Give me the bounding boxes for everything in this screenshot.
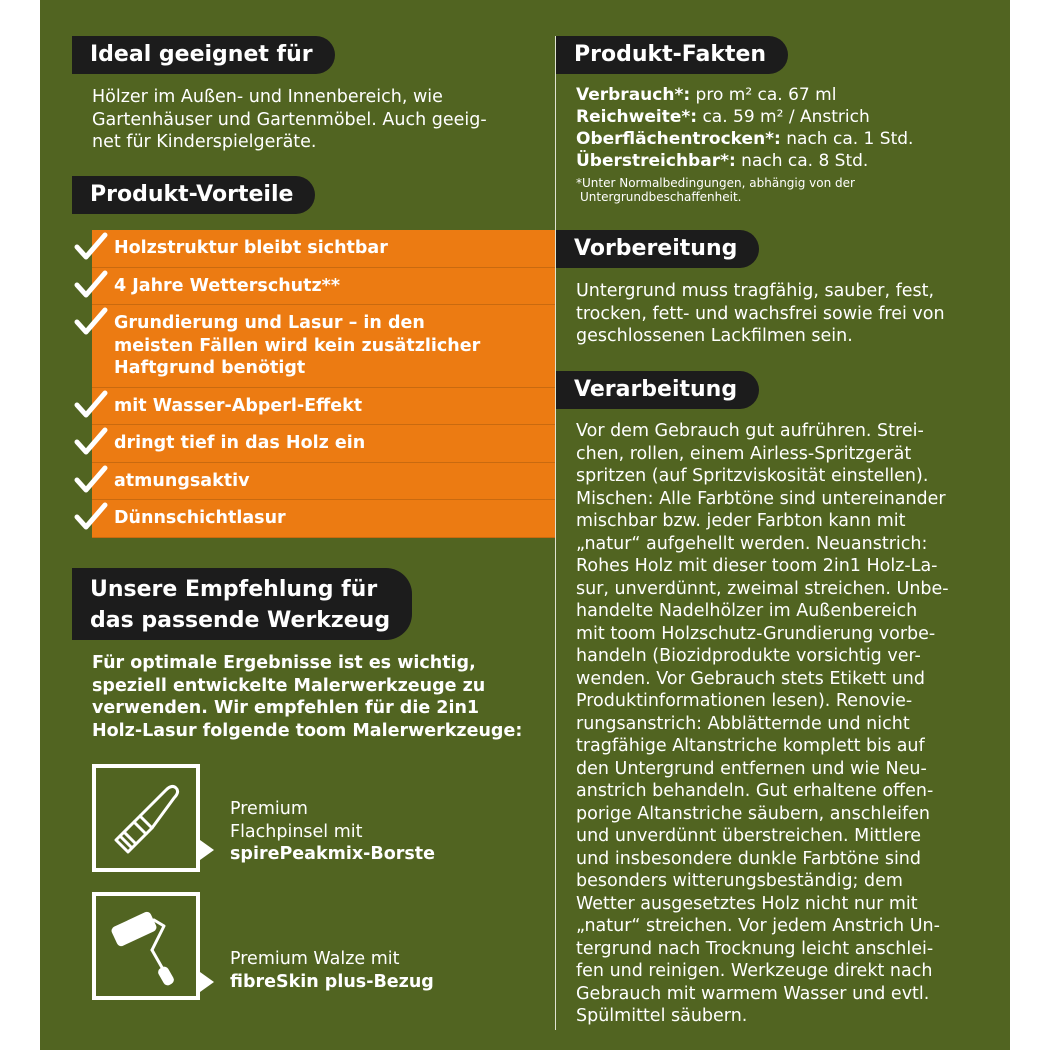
fact-value: nach ca. 1 Std. [780, 129, 914, 149]
checkmark-icon [74, 307, 108, 337]
text-line: chen, rollen, einem Airless-Spritzgerät [576, 443, 912, 464]
text-line: trocken, fett- und wachsfrei sowie frei von [576, 303, 945, 324]
heading-processing: Verarbeitung [556, 371, 759, 409]
benefit-line: meisten Fällen wird kein zusätzlicher [114, 335, 481, 356]
benefit-line: atmungsaktiv [114, 470, 250, 491]
tool-line: Premium [230, 799, 308, 819]
heading-product-facts: Produkt-Fakten [556, 36, 788, 74]
tool-name: spirePeakmix-Borste [230, 844, 436, 864]
text-line: fen und reinigen. Werkzeuge direkt nach [576, 961, 933, 981]
tool-roller-box [92, 892, 200, 1000]
text-line: mischbar bzw. jeder Farbton kann mit [576, 511, 906, 531]
text-line: und insbesondere dunkle Farbtöne sind [576, 848, 922, 869]
text-line: Mischen: Alle Farbtöne sind untereinander [576, 488, 946, 509]
benefit-item [92, 425, 555, 463]
fact-row [576, 150, 913, 172]
text-line: rungsanstrich: Abblätternde und nicht [576, 713, 910, 734]
paint-roller-icon [106, 906, 186, 986]
heading-product-benefits: Produkt-Vorteile [72, 176, 315, 214]
benefit-item [92, 305, 555, 388]
text-line: spritzen (auf Spritzviskosität einstellen). [576, 466, 929, 486]
benefit-line: Dünnschichtlasur [114, 508, 286, 528]
tool-roller-text [230, 948, 434, 993]
checkmark-icon [74, 465, 108, 495]
benefit-item [92, 388, 555, 426]
tool-line: Premium Walze mit [230, 949, 400, 969]
checkmark-icon [74, 270, 108, 300]
benefit-item [92, 500, 555, 538]
fact-value: pro m² ca. 67 ml [690, 85, 837, 105]
ideal-for-text [92, 86, 487, 154]
benefit-line: Holzstruktur bleibt sichtbar [114, 238, 388, 258]
column-divider [555, 36, 556, 1030]
text-line: handeln (Biozidprodukte vorsichtig ver- [576, 646, 921, 666]
benefit-item [92, 268, 555, 306]
text-line: Hölzer im Außen- und Innenbereich, wie [92, 87, 443, 107]
text-line: sur, unverdünnt, zweimal streichen. Unbe- [576, 578, 949, 599]
text-line: anstrich behandeln. Gut erhaltene offen- [576, 781, 934, 801]
footnote-line: Untergrundbeschaffenheit. [580, 190, 742, 204]
text-line: tragfähige Altanstriche komplett bis auf [576, 736, 925, 756]
fact-label: Verbrauch*: [576, 85, 691, 105]
heading-line: das passende Werkzeug [90, 608, 391, 633]
heading-line: Unsere Empfehlung für [90, 577, 378, 602]
processing-text [576, 420, 949, 1028]
text-line: besonders witterungsbeständig; dem [576, 871, 903, 891]
text-line: Gebrauch mit warmem Wasser und evtl. [576, 983, 930, 1004]
footnote-line: *Unter Normalbedingungen, abhängig von der [576, 176, 855, 190]
heading-tool-recommendation [72, 568, 412, 640]
benefit-line: Grundierung und Lasur – in den [114, 313, 425, 333]
heading-preparation: Vorbereitung [556, 230, 759, 268]
fact-row [576, 106, 913, 128]
pointer-arrow [200, 972, 214, 992]
tool-brush-text [230, 798, 435, 866]
text-line: „natur“ aufgehellt werden. Neuanstrich: [576, 533, 928, 554]
text-line: handelte Nadelhölzer im Außenbereich [576, 601, 918, 621]
fact-label: Oberflächentrocken*: [576, 129, 781, 149]
benefit-line: mit Wasser-Abperl-Effekt [114, 395, 363, 416]
text-line: wenden. Vor Gebrauch stets Etikett und [576, 668, 925, 689]
benefit-line: Haftgrund benötigt [114, 358, 306, 378]
text-line: Untergrund muss tragfähig, sauber, fest, [576, 281, 935, 301]
text-line: Spülmittel säubern. [576, 1006, 748, 1026]
text-line: Für optimale Ergebnisse ist es wichtig, [92, 653, 476, 673]
text-line: Vor dem Gebrauch gut aufrühren. Strei- [576, 421, 924, 441]
facts-footnote [576, 176, 855, 204]
tool-line: Flachpinsel mit [230, 821, 363, 842]
benefits-list [92, 230, 555, 538]
text-line: net für Kinderspielgeräte. [92, 132, 317, 152]
tool-name: fibreSkin plus-Bezug [230, 971, 434, 992]
checkmark-icon [74, 390, 108, 420]
recommendation-text [92, 652, 522, 742]
fact-row [576, 128, 913, 150]
text-line: den Untergrund entfernen und wie Neu- [576, 758, 927, 779]
text-line: „natur“ streichen. Vor jedem Anstrich Un- [576, 916, 940, 936]
benefit-item [92, 463, 555, 501]
benefit-line: 4 Jahre Wetterschutz** [114, 275, 340, 296]
fact-row [576, 84, 913, 106]
text-line: Wetter ausgesetztes Holz nicht nur mit [576, 893, 918, 914]
text-line: und unverdünnt überstreichen. Mittlere [576, 826, 922, 846]
text-line: Gartenhäuser und Gartenmöbel. Auch geeig- [92, 109, 487, 130]
text-line: tergrund nach Trocknung leicht anschlei- [576, 938, 934, 959]
text-line: verwenden. Wir empfehlen für die 2in1 [92, 698, 480, 718]
fact-label: Reichweite*: [576, 107, 698, 127]
text-line: porige Altanstriche säubern, anschleifen [576, 803, 930, 824]
checkmark-icon [74, 232, 108, 262]
product-facts-list [576, 84, 913, 172]
text-line: speziell entwickelte Malerwerkzeuge zu [92, 675, 486, 696]
tool-brush-box [92, 764, 200, 872]
fact-label: Überstreichbar*: [576, 151, 736, 171]
text-line: mit toom Holzschutz-Grundierung vorbe- [576, 623, 936, 644]
text-line: Holz-Lasur folgende toom Malerwerkzeuge: [92, 720, 523, 741]
preparation-text [576, 280, 945, 348]
checkmark-icon [74, 427, 108, 457]
text-line: geschlossenen Lackfilmen sein. [576, 326, 853, 346]
fact-value: ca. 59 m² / Anstrich [697, 107, 870, 127]
fact-value: nach ca. 8 Std. [735, 151, 869, 171]
paintbrush-icon [106, 778, 186, 858]
text-line: Rohes Holz mit dieser toom 2in1 Holz-La- [576, 556, 938, 576]
checkmark-icon [74, 502, 108, 532]
benefit-line: dringt tief in das Holz ein [114, 433, 366, 453]
heading-ideal-for: Ideal geeignet für [72, 36, 335, 74]
pointer-arrow [200, 840, 214, 860]
text-line: Produktinformationen lesen). Renovie- [576, 691, 913, 711]
benefit-item [92, 230, 555, 268]
